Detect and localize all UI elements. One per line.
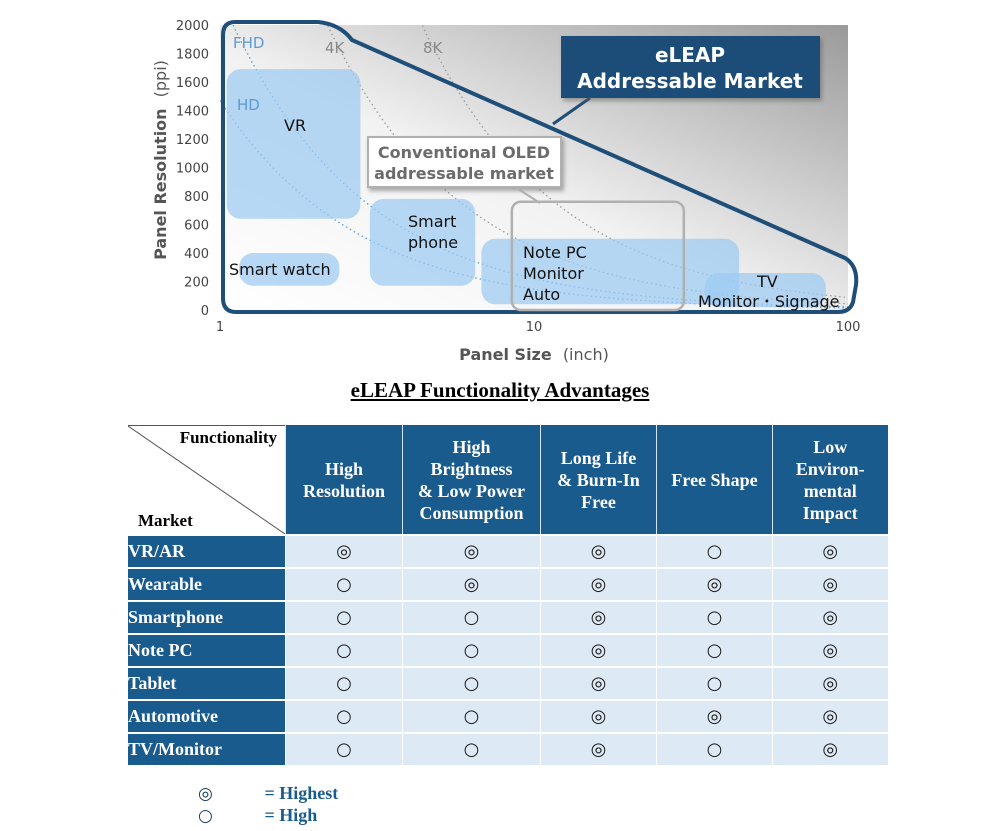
legend-text-highest: = Highest	[264, 783, 339, 803]
y-tick-label: 1200	[175, 133, 209, 148]
region-vr	[227, 69, 361, 219]
y-tick-label: 1600	[175, 76, 209, 91]
y-tick-label: 200	[184, 275, 209, 291]
legend-high	[198, 805, 317, 826]
rating-cell: ◎	[541, 667, 657, 700]
rating-cell: ◎	[541, 733, 657, 765]
region-label-smart-watch: Smart watch	[229, 260, 331, 279]
y-tick-label: 1800	[175, 47, 209, 63]
rating-cell: ○	[286, 667, 403, 700]
region-label-tv-2: Monitor・Signage	[698, 292, 840, 311]
table-row	[128, 601, 888, 634]
resolution-vs-size-chart	[0, 0, 1000, 370]
rating-cell: ◎	[773, 667, 888, 700]
rating-cell: ○	[657, 667, 773, 700]
functionality-table	[128, 425, 888, 765]
y-tick-label: 800	[184, 190, 209, 205]
y-tick-label: 0	[200, 304, 209, 319]
rating-cell: ◎	[773, 568, 888, 601]
table-corner	[128, 425, 286, 535]
x-axis-ticks	[216, 320, 861, 335]
region-label-smartphone-2: phone	[408, 233, 459, 252]
rating-cell: ○	[657, 634, 773, 667]
rating-cell: ○	[657, 535, 773, 568]
eleap-callout-line1: eLEAP	[654, 43, 726, 67]
row-label: Tablet	[128, 667, 286, 700]
row-label: Note PC	[128, 634, 286, 667]
curve-label-4k: 4K	[325, 39, 345, 57]
oled-callout-line2: addressable market	[374, 164, 554, 183]
rating-cell: ◎	[403, 535, 541, 568]
y-tick-label: 400	[184, 247, 209, 262]
y-tick-label: 2000	[175, 19, 209, 34]
curve-label-hd: HD	[237, 96, 260, 114]
rating-cell: ◎	[773, 733, 888, 765]
rating-cell: ○	[286, 568, 403, 601]
rating-cell: ◎	[286, 535, 403, 568]
rating-cell: ◎	[541, 634, 657, 667]
region-label-notepc-1: Note PC	[523, 243, 587, 262]
row-label: Smartphone	[128, 601, 286, 634]
row-label: Wearable	[128, 568, 286, 601]
rating-cell: ◎	[541, 535, 657, 568]
y-axis-ticks	[176, 19, 209, 319]
col-header-free-shape: Free Shape	[657, 425, 773, 535]
row-label: Automotive	[128, 700, 286, 733]
table-row	[128, 733, 888, 765]
rating-cell: ○	[403, 634, 541, 667]
rating-cell: ○	[286, 733, 403, 765]
rating-cell: ○	[403, 700, 541, 733]
rating-cell: ◎	[541, 601, 657, 634]
rating-cell: ◎	[773, 634, 888, 667]
col-header-brightness: High Brightness & Low Power Consumption	[403, 425, 541, 535]
region-label-notepc-3: Auto	[523, 285, 561, 304]
x-tick-label: 100	[835, 320, 861, 335]
rating-cell: ◎	[541, 700, 657, 733]
rating-cell: ◎	[773, 535, 888, 568]
rating-cell: ○	[286, 634, 403, 667]
row-label: VR/AR	[128, 535, 286, 568]
region-label-vr: VR	[284, 116, 307, 135]
rating-cell: ◎	[773, 601, 888, 634]
x-axis-title: Panel Size (inch)	[459, 345, 609, 364]
region-label-smartphone-1: Smart	[408, 212, 457, 231]
table-row	[128, 568, 888, 601]
rating-cell: ○	[286, 700, 403, 733]
x-tick-label: 1	[215, 320, 225, 335]
curve-label-8k: 8K	[423, 39, 443, 57]
col-header-environment: Low Environ- mental Impact	[773, 425, 888, 535]
x-tick-label: 10	[525, 320, 543, 335]
table-row	[128, 700, 888, 733]
legend-symbol-double-circle: ◎	[198, 784, 213, 804]
y-tick-label: 1000	[175, 161, 209, 177]
curve-label-fhd: FHD	[233, 34, 265, 52]
row-label: TV/Monitor	[128, 733, 286, 765]
rating-cell: ◎	[657, 568, 773, 601]
table-title: eLEAP Functionality Advantages	[350, 378, 650, 402]
corner-label-market: Market	[138, 511, 193, 530]
y-tick-label: 1400	[175, 104, 209, 120]
col-header-high-resolution: High Resolution	[286, 425, 403, 535]
rating-cell: ◎	[773, 700, 888, 733]
table-row	[128, 667, 888, 700]
rating-cell: ○	[403, 667, 541, 700]
corner-label-functionality: Functionality	[179, 428, 277, 447]
rating-cell: ○	[657, 733, 773, 765]
legend-symbol-circle: ○	[198, 806, 213, 826]
oled-callout-line1: Conventional OLED	[377, 143, 551, 162]
rating-cell: ○	[657, 601, 773, 634]
rating-cell: ○	[286, 601, 403, 634]
rating-cell: ○	[403, 601, 541, 634]
rating-cell: ○	[403, 733, 541, 765]
legend-highest	[198, 783, 338, 804]
y-tick-label: 600	[184, 218, 209, 234]
rating-cell: ◎	[657, 700, 773, 733]
eleap-callout-line2: Addressable Market	[577, 69, 803, 93]
legend-text-high: = High	[264, 805, 318, 825]
rating-cell: ◎	[403, 568, 541, 601]
region-label-tv-1: TV	[757, 272, 778, 291]
table-row	[128, 634, 888, 667]
region-label-notepc-2: Monitor	[523, 264, 584, 283]
table-row	[128, 535, 888, 568]
y-axis-title: Panel Resolution (ppi)	[151, 60, 170, 260]
rating-cell: ◎	[541, 568, 657, 601]
col-header-long-life: Long Life & Burn-In Free	[541, 425, 657, 535]
